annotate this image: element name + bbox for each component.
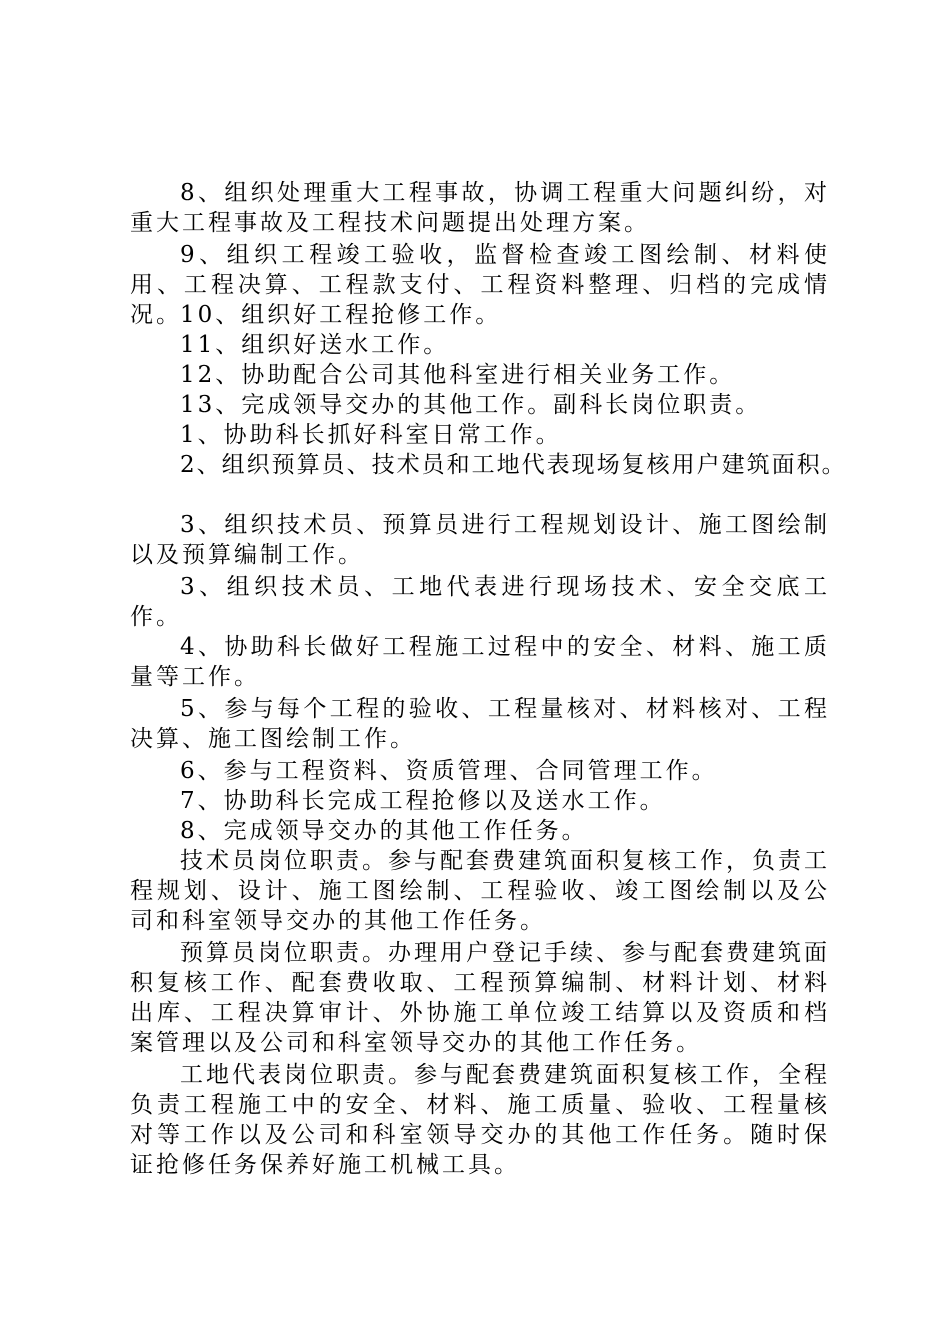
paragraph-item-11-water: 11、组织好送水工作。 [180, 332, 450, 358]
paragraph-item-13-other: 13、完成领导交办的其他工作。副科长岗位职责。 [180, 392, 762, 418]
paragraph-deputy-item-3-safety: 3、组织技术员、工地代表进行现场技术、安全交底工作。 [130, 574, 830, 630]
paragraph-item-8-accident: 8、组织处理重大工程事故，协调工程重大问题纠纷，对重大工程事故及工程技术问题提出处理方案。 [130, 180, 830, 236]
paragraph-technician-duties: 技术员岗位职责。参与配套费建筑面积复核工作，负责工程规划、设计、施工图绘制、工程验收、竣工图绘制以及公司和科室领导交办的其他工作任务。 [130, 848, 830, 934]
paragraph-deputy-item-8: 8、完成领导交办的其他工作任务。 [180, 818, 588, 844]
paragraph-site-representative-duties: 工地代表岗位职责。参与配套费建筑面积复核工作，全程负责工程施工中的安全、材料、施工质量、验收、工程量核对等工作以及公司和科室领导交办的其他工作任务。随时保证抢修任务保养好施工机械工具。 [130, 1062, 830, 1178]
paragraph-deputy-item-7: 7、协助科长完成工程抢修以及送水工作。 [180, 788, 666, 814]
paragraph-item-10-repair: 10、组织好工程抢修工作。 [180, 302, 502, 328]
paragraph-estimator-duties: 预算员岗位职责。办理用户登记手续、参与配套费建筑面积复核工作、配套费收取、工程预算编制、材料计划、材料出库、工程决算审计、外协施工单位竣工结算以及资质和档案管理以及公司和科室领导交办的其他工作任务。 [130, 940, 830, 1056]
paragraph-deputy-item-4: 4、协助科长做好工程施工过程中的安全、材料、施工质量等工作。 [130, 634, 830, 690]
paragraph-deputy-item-3-design: 3、组织技术员、预算员进行工程规划设计、施工图绘制以及预算编制工作。 [130, 512, 830, 568]
paragraph-deputy-item-1: 1、协助科长抓好科室日常工作。 [180, 422, 562, 448]
paragraph-item-12-cooperate: 12、协助配合公司其他科室进行相关业务工作。 [180, 362, 736, 388]
paragraph-deputy-item-2: 2、组织预算员、技术员和工地代表现场复核用户建筑面积。 [180, 452, 847, 478]
paragraph-deputy-item-6: 6、参与工程资料、资质管理、合同管理工作。 [180, 758, 718, 784]
paragraph-deputy-item-5: 5、参与每个工程的验收、工程量核对、材料核对、工程决算、施工图绘制工作。 [130, 696, 830, 752]
paragraph-item-9-acceptance: 9、组织工程竣工验收，监督检查竣工图绘制、材料使用、工程决算、工程款支付、工程资料整理、归档的完成情况。 [130, 242, 830, 328]
